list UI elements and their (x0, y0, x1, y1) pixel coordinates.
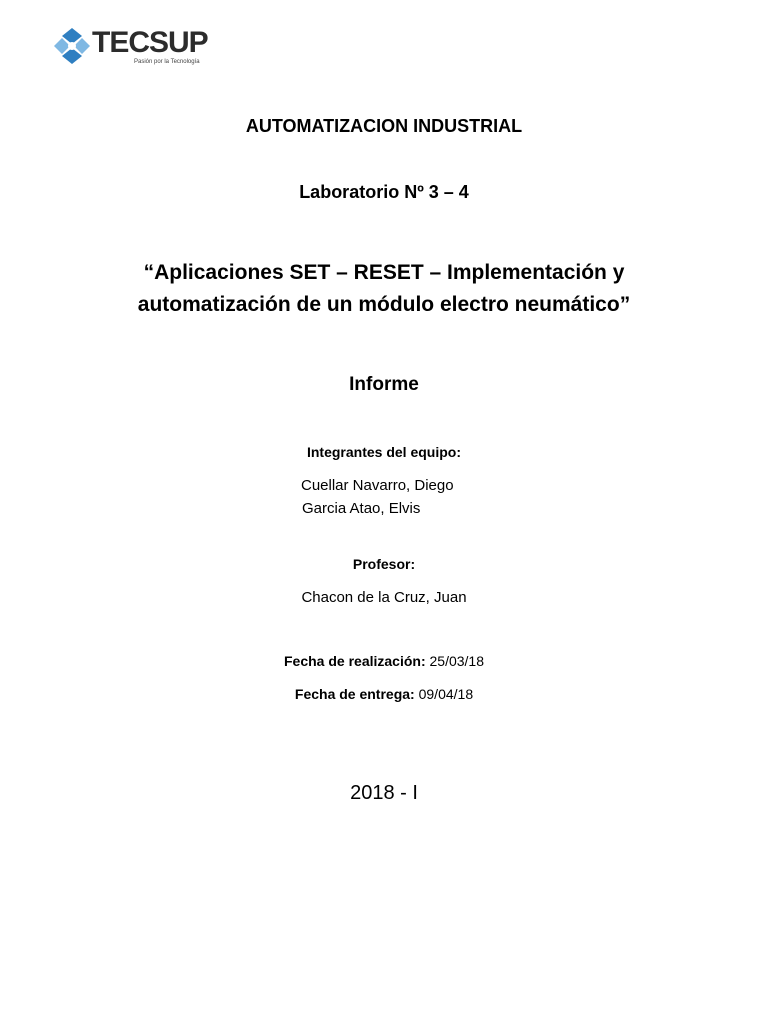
fecha-realizacion (0, 653, 768, 669)
report-title-line-1: “Aplicaciones SET – RESET – Implementación y (143, 261, 625, 284)
professor-name: Chacon de la Cruz, Juan (301, 589, 467, 606)
document-type: Informe (349, 374, 419, 395)
lab-number: Laboratorio Nº 3 – 4 (299, 182, 469, 202)
team-member: Garcia Atao, Elvis (302, 500, 421, 517)
fecha-realizacion-value: 25/03/18 (425, 653, 484, 669)
fecha-realizacion-label: Fecha de realización: (284, 653, 426, 669)
course-title: AUTOMATIZACION INDUSTRIAL (245, 116, 523, 136)
fecha-entrega-label: Fecha de entrega: (294, 686, 415, 702)
fecha-entrega (0, 686, 768, 702)
logo-tagline: Pasión por la Tecnología (134, 59, 200, 65)
tecsup-logo-icon (52, 26, 92, 66)
team-label: Integrantes del equipo: (306, 444, 461, 460)
report-title (0, 257, 768, 321)
tecsup-logo (52, 26, 212, 70)
team-member: Cuellar Navarro, Diego (301, 477, 454, 494)
logo-wordmark: TECSUP (92, 26, 208, 59)
fecha-entrega-value: 09/04/18 (414, 686, 474, 702)
professor-label: Profesor: (352, 556, 416, 572)
report-title-line-2: automatización de un módulo electro neumático” (137, 293, 631, 316)
academic-period: 2018 - I (350, 782, 418, 804)
